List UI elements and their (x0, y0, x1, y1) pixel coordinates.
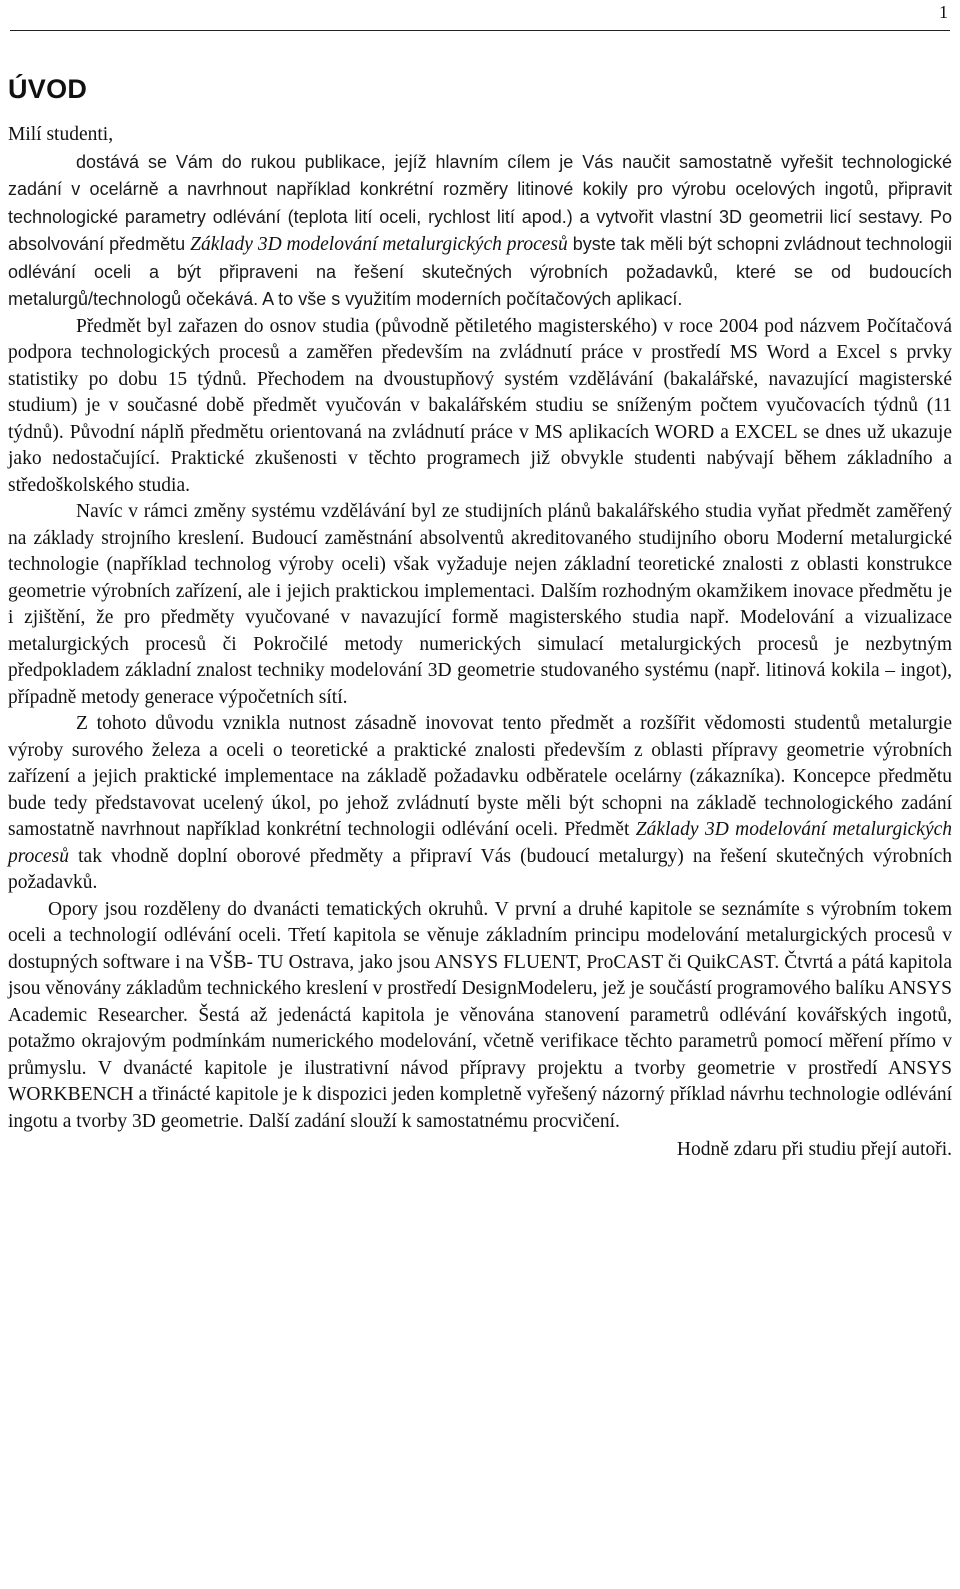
page-title: ÚVOD (8, 74, 88, 104)
paragraph-4-text: Z tohoto důvodu vznikla nutnost zásadně inovovat tento předmět a rozšířit vědomosti studentů metalurgie výroby surového železa a oceli o teoretické a praktické znalosti především z oblasti přípravy geometrie výrobních zařízení a jejich praktické implementace na základě požadavku odběratele ocelárny (zákazníka). Koncepce předmětu bude tedy představovat ucelený úkol, po jehož zvládnutí byste měli být schopni na základě technologického zadání samostatně navrhnout například konkrétní technologii odlévání oceli. Předmět (8, 713, 952, 840)
salutation: Milí studenti, (8, 124, 114, 145)
page-content (8, 60, 952, 1164)
paragraph-4 (8, 711, 952, 897)
signature: Hodně zdaru při studiu přejí autoři. (676, 1139, 952, 1160)
header-rule (10, 30, 950, 31)
paragraph-5: Opory jsou rozděleny do dvanácti tematických okruhů. V první a druhé kapitole se seznámíte s výrobním tokem oceli a technologií odlévání oceli. Třetí kapitola se věnuje základním principu modelování metalurgických procesů v dostupných software i na VŠB- TU Ostrava, jako jsou ANSYS FLUENT, ProCAST či QuikCAST. Čtvrtá a pátá kapitola jsou věnovány základům technického kreslení v prostředí DesignModeleru, jež je součástí programového balíku ANSYS Academic Researcher. Šestá až jedenáctá kapitola je věnována stanovení parametrů odlévání kovářských ingotů, potažmo okrajovým podmínkám numerického modelování, včetně verifikace těchto parametrů pomocí měření přímo v průmyslu. V dvanácté kapitole je ilustrativní návod přípravy projektu a tvorby geometrie v prostředí ANSYS WORKBENCH a třinácté kapitole je k dispozici jeden kompletně vyřešený názorný příklad návrhu technologie odlévání ingotu a tvorby 3D geometrie. Další zadání slouží k samostatnému procvičení. (8, 898, 952, 1132)
paragraph-2: Předmět byl zařazen do osnov studia (původně pětiletého magisterského) v roce 2004 pod názvem Počítačová podpora technologických procesů a zaměřen především na zvládnutí práce v prostředí MS Word a Excel s prvky statistiky po dobu 15 týdnů. Přechodem na dvoustupňový systém vzdělávání (bakalářské, navazující magisterské studium) je v současné době předmět vyučován v bakalářském studiu se sníženým počtem vyučovacích týdnů (11 týdnů). Původní náplň předmětu orientovaná na zvládnutí práce v MS aplikacích WORD a EXCEL se dnes už ukazuje jako nedostačující. Praktické zkušenosti v těchto programech již obvykle studenti nabývají během základního a středoškolského studia. (8, 315, 952, 496)
page-number: 1 (939, 2, 948, 22)
paragraph-3: Navíc v rámci změny systému vzdělávání byl ze studijních plánů bakalářského studia vyňat předmět zaměřený na základy strojního kreslení. Budoucí zaměstnání absolventů akreditovaného studijního oboru Moderní metalurgické technologie (například technolog výroby oceli) však vyžaduje nejen základní teoretické znalosti z oblasti konstrukce geometrie výrobních zařízení, ale i jejich praktickou implementaci. Dalším rozhodným okamžikem inovace předmětu je i zjištění, že pro předměty vyučované v navazující formě magisterského studia např. Modelování a vizualizace metalurgických procesů či Pokročilé metody numerických simulací metalurgických procesů je nezbytným předpokladem základní znalost techniky modelování 3D geometrie studovaného systému (např. litinová kokila – ingot), případně metody generace výpočetních sítí. (8, 501, 952, 708)
paragraph-1-text: dostává se Vám do rukou publikace, jejíž hlavním cílem je Vás naučit samostatně vyřešit technologické zadání v ocelárně a navrhnout například konkrétní rozměry litinové kokily pro výrobu ocelových ingotů, připravit technologické parametry odlévání (teplota lití oceli, rychlost lití apod.) a vytvořit vlastní 3D geometrii licí sestavy. Po absolvování předmětu (8, 151, 952, 254)
paragraph-1 (8, 149, 952, 314)
course-title-italic: Základy 3D modelování metalurgických procesů (190, 234, 568, 255)
paragraph-4-rest: tak vhodně doplní oborové předměty a připraví Vás (budoucí metalurgy) na řešení skutečných výrobních požadavků. (8, 845, 952, 893)
paragraph-1-rest: byste tak měli být schopni zvládnout technologii odlévání oceli a být připraveni na řešení skutečných výrobních požadavků, které se od budoucích metalurgů/technologů očekává. A to vše s využitím moderních počítačových aplikací. (8, 234, 953, 309)
course-title-italic-2: Základy 3D modelování metalurgických procesů (8, 819, 953, 867)
